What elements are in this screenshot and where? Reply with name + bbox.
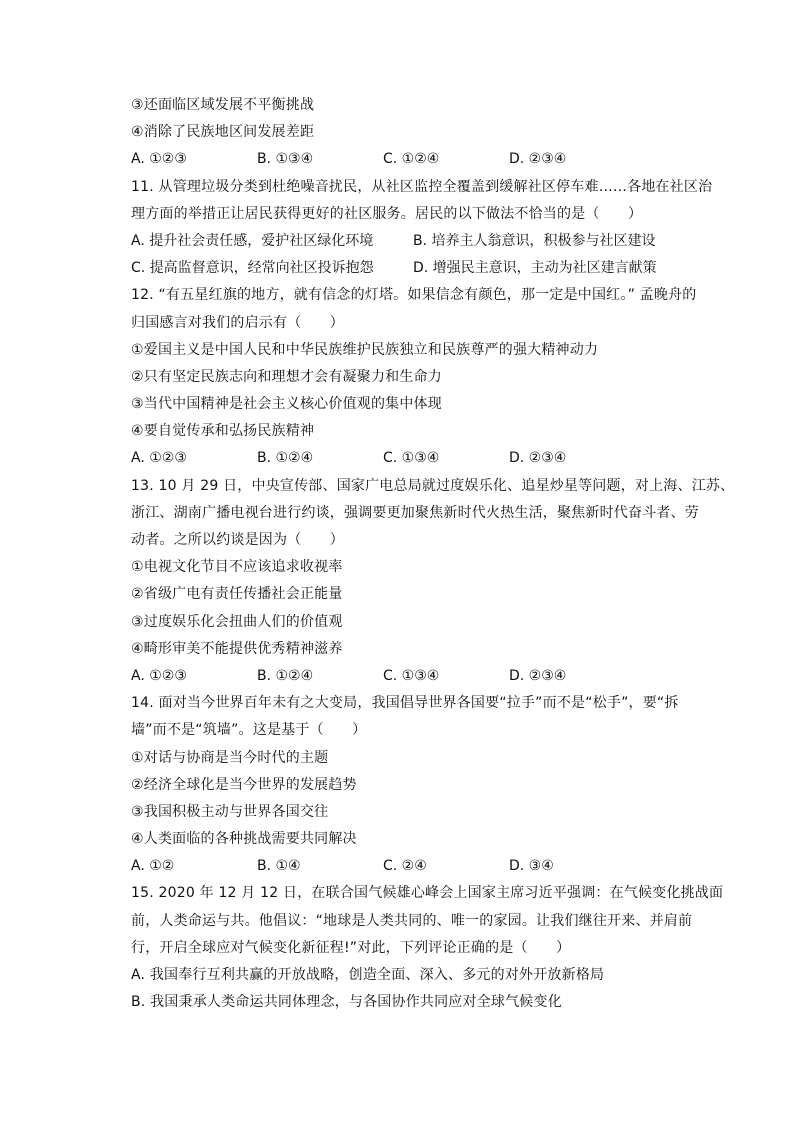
statement: ③当代中国精神是社会主义核心价值观的集中体现 <box>131 396 442 413</box>
question-stem: 行，开启全球应对气候变化新征程!”对此，下列评论正确的是（ ） <box>131 939 571 956</box>
statement: ③还面临区域发展不平衡挑战 <box>131 97 315 113</box>
option-c: C. ①②④ <box>383 151 440 168</box>
question-stem: 墙”而不是“筑墙”。这是基于（ ） <box>131 722 367 739</box>
option-a: A. ①②③ <box>131 450 187 467</box>
statement: ②省级广电有责任传播社会正能量 <box>131 586 343 603</box>
answer-options <box>131 146 696 173</box>
option-d: D. ②③④ <box>509 450 567 467</box>
option-a: A. 我国奉行互利共赢的开放战略，创造全面、深入、多元的对外开放新格局 <box>131 967 605 983</box>
question-stem: 13. 10 月 29 日，中央宣传部、国家广电总局就过度娱乐化、追星炒星等问题，对上海、江苏、 <box>131 477 735 494</box>
option-d: D. ②③④ <box>509 667 567 684</box>
answer-options <box>131 228 696 255</box>
question-stem: 11. 从管理垃圾分类到杜绝噪音扰民，从社区监控全覆盖到缓解社区停车难……各地在社区治 <box>131 178 713 195</box>
statement: ②经济全球化是当今世界的发展趋势 <box>131 776 357 793</box>
option-c: C. 提高监督意识，经常向社区投诉抱怨 <box>131 260 374 277</box>
statement: ②只有坚定民族志向和理想才会有凝聚力和生命力 <box>131 368 442 385</box>
question-stem: 14. 面对当今世界百年未有之大变局，我国倡导世界各国要“拉手”而不是“松手”，要“拆 <box>131 695 679 712</box>
option-a: A. 提升社会责任感，爱护社区绿化环境 <box>131 232 374 249</box>
option-c: C. ①③④ <box>383 450 440 467</box>
option-b: B. ①②④ <box>257 667 314 684</box>
statement: ①爱国主义是中国人民和中华民族维护民族独立和民族尊严的强大精神动力 <box>131 341 599 358</box>
option-a: A. ①② <box>131 858 175 875</box>
option-c: C. ①③④ <box>383 667 440 684</box>
answer-options <box>131 255 696 282</box>
answer-options <box>131 663 696 690</box>
statement: ①电视文化节目不应该追求收视率 <box>131 559 343 576</box>
option-b: B. 培养主人翁意识，积极参与社区建设 <box>413 232 656 249</box>
statement: ④消除了民族地区间发展差距 <box>131 124 315 141</box>
answer-options <box>131 853 696 880</box>
option-d: D. ②③④ <box>509 151 567 168</box>
option-b: B. 我国秉承人类命运共同体理念，与各国协作共同应对全球气候变化 <box>131 994 562 1011</box>
question-stem: 理方面的举措正让居民获得更好的社区服务。居民的以下做法不恰当的是（ ） <box>131 205 643 222</box>
statement: ①对话与协商是当今时代的主题 <box>131 749 329 766</box>
statement: ③过度娱乐化会扭曲人们的价值观 <box>131 613 343 630</box>
question-stem: 浙江、湖南广播电视台进行约谈，强调要更加聚焦新时代火热生活，聚焦新时代奋斗者、劳 <box>131 504 699 521</box>
question-stem: 归国感言对我们的启示有（ ） <box>131 314 344 331</box>
option-a: A. ①②③ <box>131 667 187 684</box>
statement: ④人类面临的各种挑战需要共同解决 <box>131 831 357 848</box>
answer-options <box>131 445 696 472</box>
option-b: B. ①②④ <box>257 450 314 467</box>
question-stem: 前，人类命运与共。他倡议：“地球是人类共同的、唯一的家园。让我们继往开来、并肩前 <box>131 912 693 929</box>
option-b: B. ①③④ <box>257 151 314 168</box>
statement: ④要自觉传承和弘扬民族精神 <box>131 423 315 440</box>
option-a: A. ①②③ <box>131 151 187 168</box>
question-stem: 15. 2020 年 12 月 12 日，在联合国气候雄心峰会上国家主席习近平强调：在气候变化挑战面 <box>131 885 724 902</box>
statement: ④畸形审美不能提供优秀精神滋养 <box>131 640 343 657</box>
question-stem: 动者。之所以约谈是因为（ ） <box>131 532 344 548</box>
statement: ③我国积极主动与世界各国交往 <box>131 803 329 820</box>
option-d: D. 增强民主意识，主动为社区建言献策 <box>413 260 657 277</box>
question-content <box>131 92 735 1016</box>
question-stem: 12. “有五星红旗的地方，就有信念的灯塔。如果信念有颜色，那一定是中国红。” 孟晚舟的 <box>131 287 697 304</box>
option-b: B. ①④ <box>257 858 301 875</box>
option-d: D. ③④ <box>509 858 554 875</box>
option-c: C. ②④ <box>383 858 427 875</box>
